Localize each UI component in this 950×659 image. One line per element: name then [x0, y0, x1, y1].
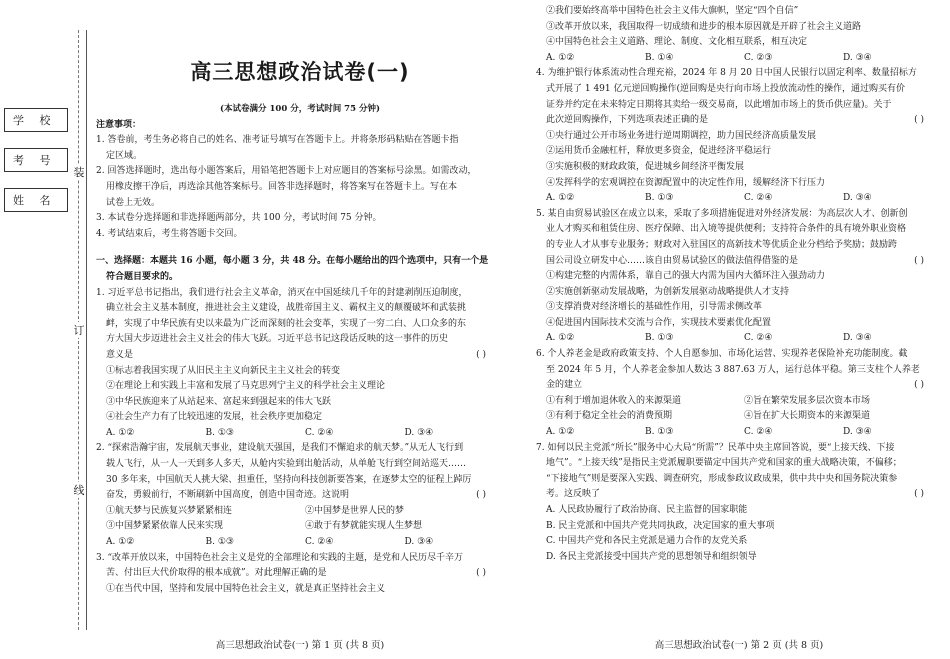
- option-a: A. ①②: [546, 52, 575, 63]
- option-d: D. ③④: [843, 427, 872, 438]
- option-b: B. ①③: [205, 427, 234, 438]
- question-line: 7. 如何以民主党派“所长”服务中心大局“所需”？民革中央主席回答说，要“上接天线、下接: [536, 442, 895, 453]
- question-line: 载人飞行，从一人一天到多人多天，从舱内实验到出舱活动，从单舱飞行到空间站巡天……: [106, 459, 467, 470]
- school-box: 学 校: [4, 108, 68, 132]
- question-line: 业人才购买和租赁住房、医疗保障、出入境等提供便利；支持符合条件的具有境外职业资格: [546, 224, 907, 235]
- question-line: 苦、付出巨大代价取得的根本成就”。对此理解正确的是: [106, 568, 327, 579]
- question-line: 证券并约定在未来特定日期将其卖给一级交易商，以此增加市场上的货币供应量)。关于: [546, 99, 892, 110]
- question-line: 方大国大步迈进社会主义社会的伟大飞跃。习近平总书记这段话反映的这一事件的历史: [106, 334, 449, 345]
- question-line: 5. 某自由贸易试验区在成立以来，采取了多项措施促进对外经济发展：为高层次人才、创新创: [536, 208, 908, 219]
- statement: ③有利于稳定全社会的消费预期: [546, 411, 673, 422]
- notice-line: 定区域。: [106, 150, 143, 161]
- answer-paren: ( ): [476, 568, 486, 579]
- answer-paren: ( ): [476, 490, 486, 501]
- option-row: [536, 425, 942, 441]
- option-d: D. ③④: [843, 193, 872, 204]
- statement: ①央行通过公开市场业务进行逆周期调控，助力国民经济高质量发展: [546, 130, 817, 141]
- cut-mark-zhuang: 装: [73, 166, 85, 179]
- question-6: [536, 347, 942, 441]
- question-line: 的专业人才从事专业服务；财政对入驻国区的高新技术等优质企业分档给予奖励；鼓励跨: [546, 239, 898, 250]
- binding-solid-line: [86, 30, 87, 630]
- option-a: A. ①②: [546, 427, 575, 438]
- question-line: 地气”。“上接天线”是指民主党派履职要锚定中国共产党和国家的重大战略决策，不偏移；: [546, 458, 902, 469]
- page-1-footer: 高三思想政治试卷(一) 第 1 页 (共 8 页): [215, 640, 385, 651]
- statement: ④旨在扩大长期资本的来源渠道: [744, 411, 871, 422]
- option-b: B. ①③: [645, 427, 674, 438]
- choice-c: C. 中国共产党和各民主党派是通力合作的友党关系: [546, 536, 748, 547]
- question-4: [536, 66, 942, 206]
- question-7: [536, 441, 942, 566]
- option-row: [96, 535, 504, 551]
- answer-paren: ( ): [476, 349, 486, 360]
- section-heading: 一、选择题：本题共 16 小题，每小题 3 分，共 48 分。在每小题给出的四个选项中，只有一个是: [96, 256, 489, 267]
- question-line: 6. 个人养老金是政府政策支持、个人自愿参加、市场化运营、实现养老保险补充功能制度。截: [536, 349, 908, 360]
- statement-row: [536, 394, 942, 410]
- notice-line: 4. 考试结束后，考生将答题卡交回。: [96, 228, 243, 239]
- exam-subtitle: (本试卷满分 100 分，考试时间 75 分钟): [220, 104, 380, 114]
- question-2: [96, 441, 504, 550]
- option-c: C. ②④: [744, 333, 773, 344]
- exam-title: 高三思想政治试卷(一): [190, 60, 410, 84]
- option-a: A. ①②: [546, 333, 575, 344]
- choice-b: B. 民主党派和中国共产党共同执政，决定国家的重大事项: [546, 520, 775, 531]
- statement: ③中国梦紧紧依靠人民来实现: [106, 521, 224, 532]
- statement: ③实施积极的财政政策，促进城乡间经济平衡发展: [546, 161, 745, 172]
- question-3: [96, 551, 504, 598]
- question-line: 至 2024 年 5 月，个人养老金参加人数达 3 887.63 万人，运行总体平稳。第三支柱个人养老: [546, 364, 920, 375]
- statement: ③改革开放以来，我国取得一切成绩和进步的根本原因就是开辟了社会主义道路: [546, 21, 862, 32]
- statement-row: [536, 409, 942, 425]
- page-2-footer: 高三思想政治试卷(一) 第 2 页 (共 8 页): [654, 640, 824, 651]
- option-row: [536, 191, 942, 207]
- question-1: [96, 286, 504, 442]
- section-heading-cont: 符合题目要求的。: [106, 271, 179, 282]
- notice-line: 试卷上无效。: [106, 197, 161, 208]
- page-2: [536, 4, 942, 565]
- statement: ④社会生产力有了比较迅速的发展，社会秩序更加稳定: [106, 412, 323, 423]
- question-line: 30 多年来，中国航天人挑大梁、担重任，坚持向科技创新要答案，在逐梦太空的征程上踔厉: [106, 474, 472, 485]
- option-c: C. ②③: [744, 52, 773, 63]
- statement: ①有利于增加退休收入的来源渠道: [546, 395, 682, 406]
- statement: ③支撑消费对经济增长的基础性作用，引导需求侧改革: [546, 302, 763, 313]
- question-line: 确立社会主义基本制度，推进社会主义建设，战胜帝国主义、霸权主义的颠覆破坏和武装挑: [106, 303, 467, 314]
- question-line: 衅，实现了中华民族有史以来最为广泛而深刻的社会变革，实现了一穷二白、人口众多的东: [106, 318, 467, 329]
- answer-paren: ( ): [914, 115, 924, 126]
- option-b: B. ①④: [645, 52, 674, 63]
- statement: ②实施创新驱动发展战略，为创新发展驱动战略提供人才支持: [546, 286, 790, 297]
- statement: ①标志着我国实现了从旧民主主义向新民主主义社会的转变: [106, 365, 341, 376]
- option-b: B. ①③: [205, 537, 234, 548]
- choice-d: D. 各民主党派接受中国共产党的思想领导和组织领导: [546, 551, 757, 562]
- question-line: 奋发，勇毅前行，不断刷新中国高度，创造中国奇迹。这说明: [106, 490, 350, 501]
- question-line: 4. 为维护银行体系流动性合理充裕，2024 年 8 月 20 日中国人民银行以固定利率、数量招标方: [536, 68, 917, 79]
- question-line: 金的建立: [546, 380, 583, 391]
- statement: ④发挥科学的宏观调控在资源配置中的决定性作用，缓解经济下行压力: [546, 177, 826, 188]
- option-c: C. ②④: [305, 537, 334, 548]
- answer-paren: ( ): [914, 255, 924, 266]
- statement: ②运用货币金融杠杆，释放更多资金，促进经济平稳运行: [546, 146, 772, 157]
- statement: ①构建完整的内需体系，靠自己的强大内需为国内大循环注入强劲动力: [546, 271, 826, 282]
- question-line: 2. “探索浩瀚宇宙，发展航天事业，建设航天强国，是我们不懈追求的航天梦。”从无人飞行到: [96, 443, 464, 454]
- option-c: C. ②④: [744, 427, 773, 438]
- cut-mark-xian: 线: [73, 484, 85, 497]
- statement: ④促进国内国际技术交流与合作，实现技术要素优化配置: [546, 317, 772, 328]
- notice-line: 3. 本试卷分选择题和非选择题两部分，共 100 分，考试时间 75 分钟。: [96, 213, 382, 224]
- option-row: [536, 51, 942, 67]
- question-line: 1. 习近平总书记指出，我们进行社会主义革命，消灭在中国延续几千年的封建剥削压迫制度，: [96, 287, 468, 298]
- option-c: C. ②④: [744, 193, 773, 204]
- option-c: C. ②④: [305, 427, 334, 438]
- choice-a: A. 人民政协履行了政治协商、民主监督的国家职能: [546, 505, 748, 515]
- statement: ③中华民族迎来了从站起来、富起来到强起来的伟大飞跃: [106, 396, 332, 407]
- statement: ②我们要始终高举中国特色社会主义伟大旗帜，坚定“四个自信”: [546, 6, 799, 16]
- question-line: 国公司设立研发中心……该自由贸易试验区的做法值得借鉴的是: [546, 255, 799, 266]
- statement-row: [96, 504, 504, 520]
- statement: ①在当代中国，坚持和发展中国特色社会主义，就是真正坚持社会主义: [106, 583, 386, 594]
- option-b: B. ①③: [645, 193, 674, 204]
- question-line: 意义是: [106, 349, 134, 360]
- notice-line: 1. 答卷前，考生务必将自己的姓名、准考证号填写在答题卡上。并将条形码粘贴在答题卡指: [96, 135, 459, 146]
- notice-heading: 注意事项：: [96, 119, 142, 130]
- question-line: 此次逆回购操作，下列选项表述正确的是: [546, 115, 709, 126]
- statement: ①航天梦与民族复兴梦紧紧相连: [106, 505, 233, 516]
- binding-margin: [0, 0, 90, 659]
- statement: ④中国特色社会主义道路、理论、制度、文化相互联系，相互决定: [546, 37, 808, 48]
- option-a: A. ①②: [546, 193, 575, 204]
- option-row: [536, 331, 942, 347]
- question-line: “下接地气”则是要深入实践、调查研究，形成参政议政成果，供中共中央和国务院决策参: [546, 473, 898, 484]
- statement-row: [96, 519, 504, 535]
- option-d: D. ③④: [843, 333, 872, 344]
- notice-line: 2. 回答选择题时，选出每小题答案后，用铅笔把答题卡上对应题目的答案标号涂黑。如需改动，: [96, 166, 477, 177]
- answer-paren: ( ): [914, 380, 924, 391]
- statement: ④敢于有梦就能实现人生梦想: [305, 521, 423, 532]
- option-b: B. ①③: [645, 333, 674, 344]
- notice-line: 用橡皮擦干净后，再选涂其他答案标号。回答非选择题时，将答案写在答题卡上。写在本: [106, 181, 458, 192]
- statement: ②在理论上和实践上丰富和发展了马克思列宁主义的科学社会主义理论: [106, 381, 386, 392]
- statement: ②中国梦是世界人民的梦: [305, 505, 405, 516]
- question-5: [536, 207, 942, 347]
- option-d: D. ③④: [404, 537, 434, 548]
- question-line: 3. “改革开放以来，中国特色社会主义是党的全部理论和实践的主题，是党和人民历尽千辛万: [96, 552, 464, 563]
- option-d: D. ③④: [843, 52, 872, 63]
- page-1: [96, 0, 504, 597]
- exam-number-box: 考 号: [4, 148, 68, 172]
- option-row: [96, 426, 504, 442]
- statement: ②旨在繁荣发展多层次资本市场: [744, 395, 871, 406]
- question-line: 式开展了 1 491 亿元逆回购操作(逆回购是央行向市场上投放流动性的操作，通过购买有价: [546, 83, 906, 94]
- option-d: D. ③④: [404, 427, 434, 438]
- question-line: 考。这反映了: [546, 489, 601, 500]
- answer-paren: ( ): [914, 489, 924, 500]
- option-a: A. ①②: [106, 427, 135, 438]
- name-box: 姓 名: [4, 188, 68, 212]
- cut-mark-ding: 订: [73, 324, 85, 337]
- option-a: A. ①②: [106, 537, 135, 548]
